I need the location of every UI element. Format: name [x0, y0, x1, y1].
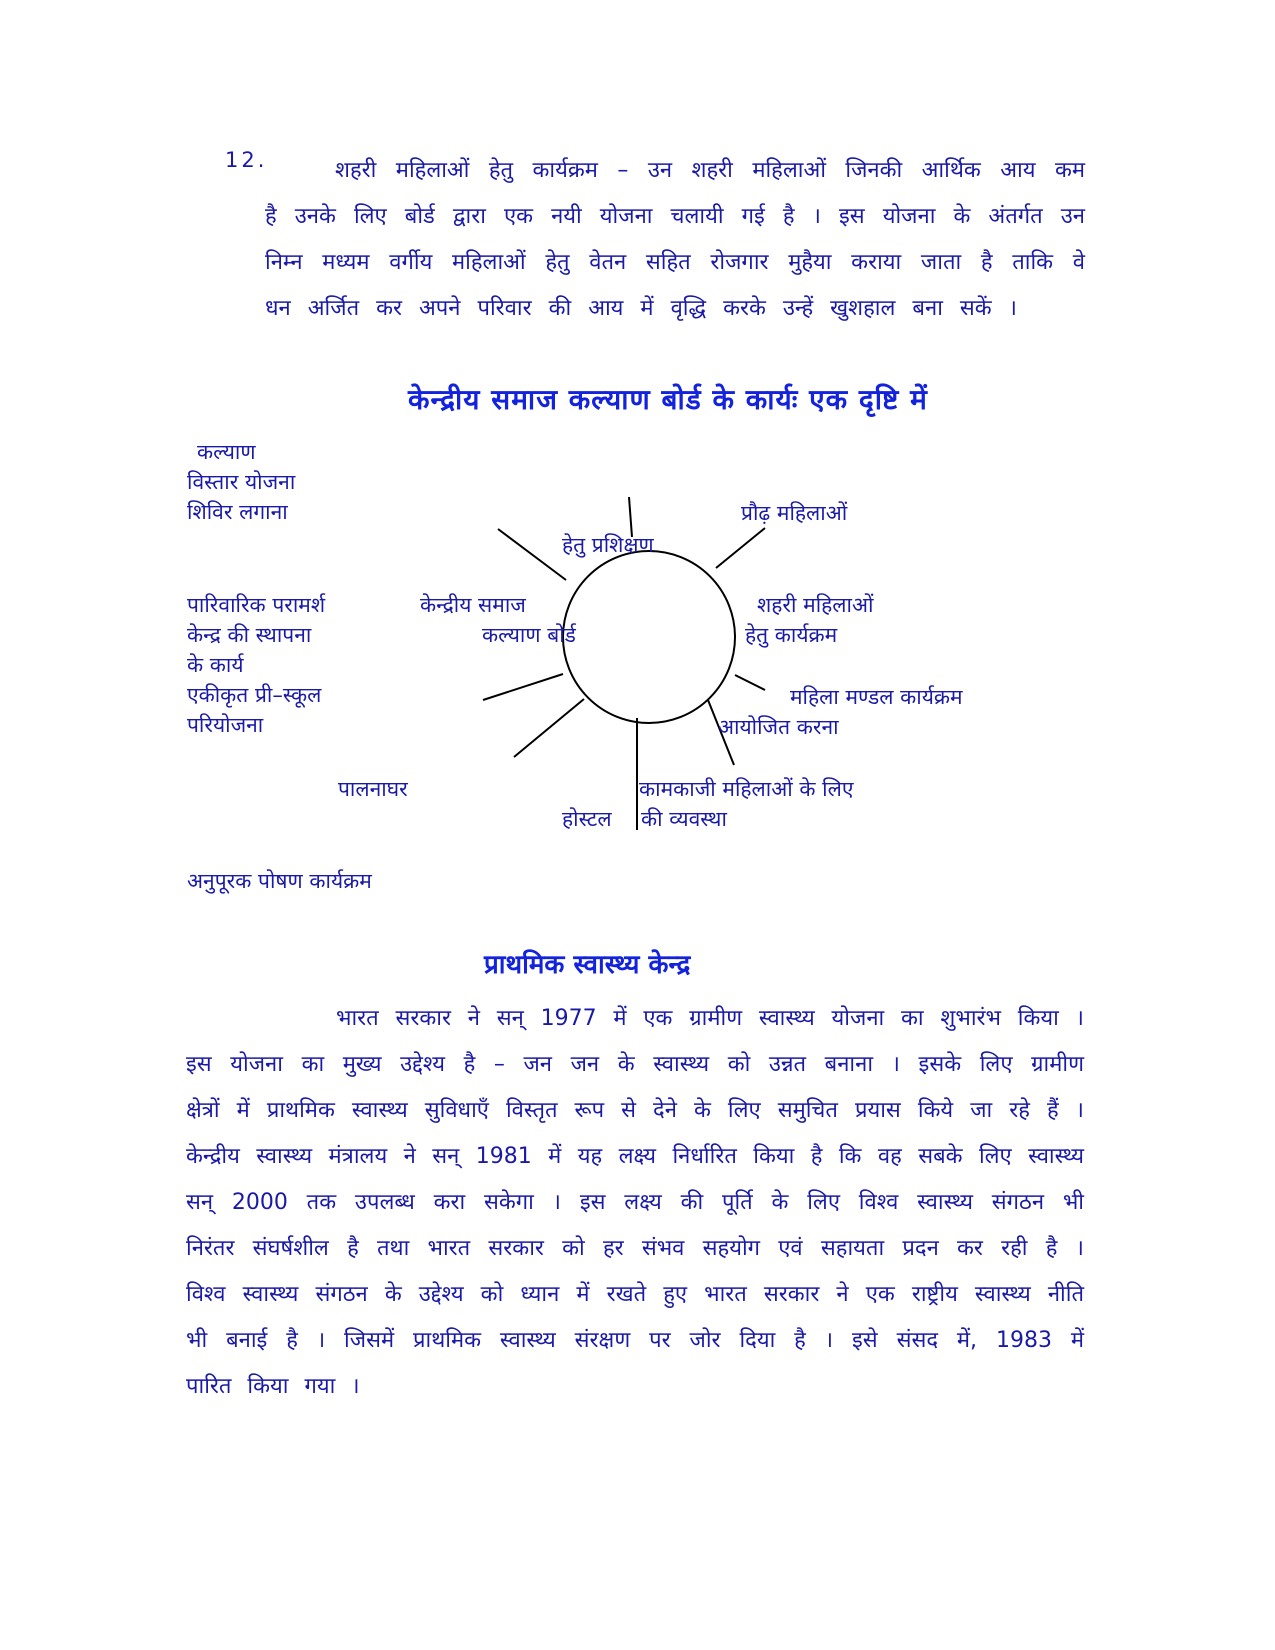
label-line: हेतु कार्यक्रम [745, 623, 838, 647]
label-mahila-mandal [718, 682, 963, 742]
center-label [420, 590, 576, 650]
label-line: कल्याण [197, 440, 256, 464]
center-line-1: केन्द्रीय समाज [420, 593, 526, 617]
item-text: शहरी महिलाओं हेतु कार्यक्रम – उन शहरी महिलाओं जिनकी आर्थिक आय कम है उनके लिए बोर्ड द्वारा एक नयी योजना चलायी गई है । इस योजना के अंतर्गत उन निम्न मध्यम वर्गीय महिलाओं हेतु वेतन सहित रोजगार मुहैया कराया जाता है ताकि वे धन अर्जित कर अपने परिवार की आय में वृद्धि करके उन्हें खुशहाल बना सकें । [265, 158, 1085, 321]
ray-bottom-left [514, 699, 584, 757]
label-parivarik-paramarsh [187, 590, 325, 740]
label-kamkaji: कामकाजी महिलाओं के लिए [639, 777, 854, 801]
label-line: महिला मण्डल कार्यक्रम [790, 685, 963, 709]
label-line: पारिवारिक परामर्श [187, 593, 326, 617]
label-palnaghar: पालनाघर [338, 777, 408, 801]
label-line: केन्द्र की स्थापना [187, 623, 312, 647]
label-line: शहरी महिलाओं [757, 593, 874, 617]
label-shahari-karyakram [745, 590, 873, 650]
item-number: 12. [225, 148, 268, 172]
section-title: प्राथमिक स्वास्थ्य केन्द्र [484, 950, 691, 980]
center-circle [563, 551, 735, 723]
label-kalyan-vistar [187, 437, 295, 527]
center-line-2: कल्याण बोर्ड [482, 623, 576, 647]
health-paragraph: भारत सरकार ने सन् 1977 में एक ग्रामीण स्वास्थ्य योजना का शुभारंभ किया । इस योजना का मुख्य उद्देश्य है – जन जन के स्वास्थ्य को उन्नत बनाना । इसके लिए ग्रामीण क्षेत्रों में प्राथमिक स्वास्थ्य सुविधाएँ विस्तृत रूप से देने के लिए समुचित प्रयास किये जा रहे हैं । केन्द्रीय स्वास्थ्य मंत्रालय ने सन् 1981 में यह लक्ष्य निर्धारित किया है कि वह सबके लिए स्वास्थ्य सन् 2000 तक उपलब्ध करा सकेगा । इस लक्ष्य की पूर्ति के लिए विश्व स्वास्थ्य संगठन भी निरंतर संघर्षशील है तथा भारत सरकार को हर संभव सहयोग एवं सहायता प्रदन कर रही है । विश्व स्वास्थ्य संगठन के उद्देश्य को ध्यान में रखते हुए भारत सरकार ने एक राष्ट्रीय स्वास्थ्य नीति भी बनाई है । जिसमें प्राथमिक स्वास्थ्य संरक्षण पर जोर दिया है । इसे संसद में, 1983 में पारित किया गया । [186, 1006, 1084, 1399]
ray-left [483, 674, 563, 700]
label-line: के कार्य [187, 653, 244, 677]
label-poshan: अनुपूरक पोषण कार्यक्रम [187, 869, 372, 893]
label-line: शिविर लगाना [187, 500, 288, 524]
label-vyavastha: की व्यवस्था [641, 807, 727, 831]
ray-top-right [716, 528, 765, 568]
label-hostel: होस्टल [562, 807, 612, 831]
diagram-title: केन्द्रीय समाज कल्याण बोर्ड के कार्यः एक दृष्टि में [408, 383, 928, 416]
label-line: आयोजित करना [718, 715, 839, 739]
label-praudh-mahilaon: प्रौढ़ महिलाओं [741, 501, 848, 525]
label-prashikshan: हेतु प्रशिक्षण [562, 533, 654, 557]
label-line: परियोजना [187, 713, 264, 737]
ray-top-left [498, 529, 566, 580]
label-line: एकीकृत प्री–स्कूल [187, 683, 322, 707]
label-line: विस्तार योजना [187, 470, 296, 494]
